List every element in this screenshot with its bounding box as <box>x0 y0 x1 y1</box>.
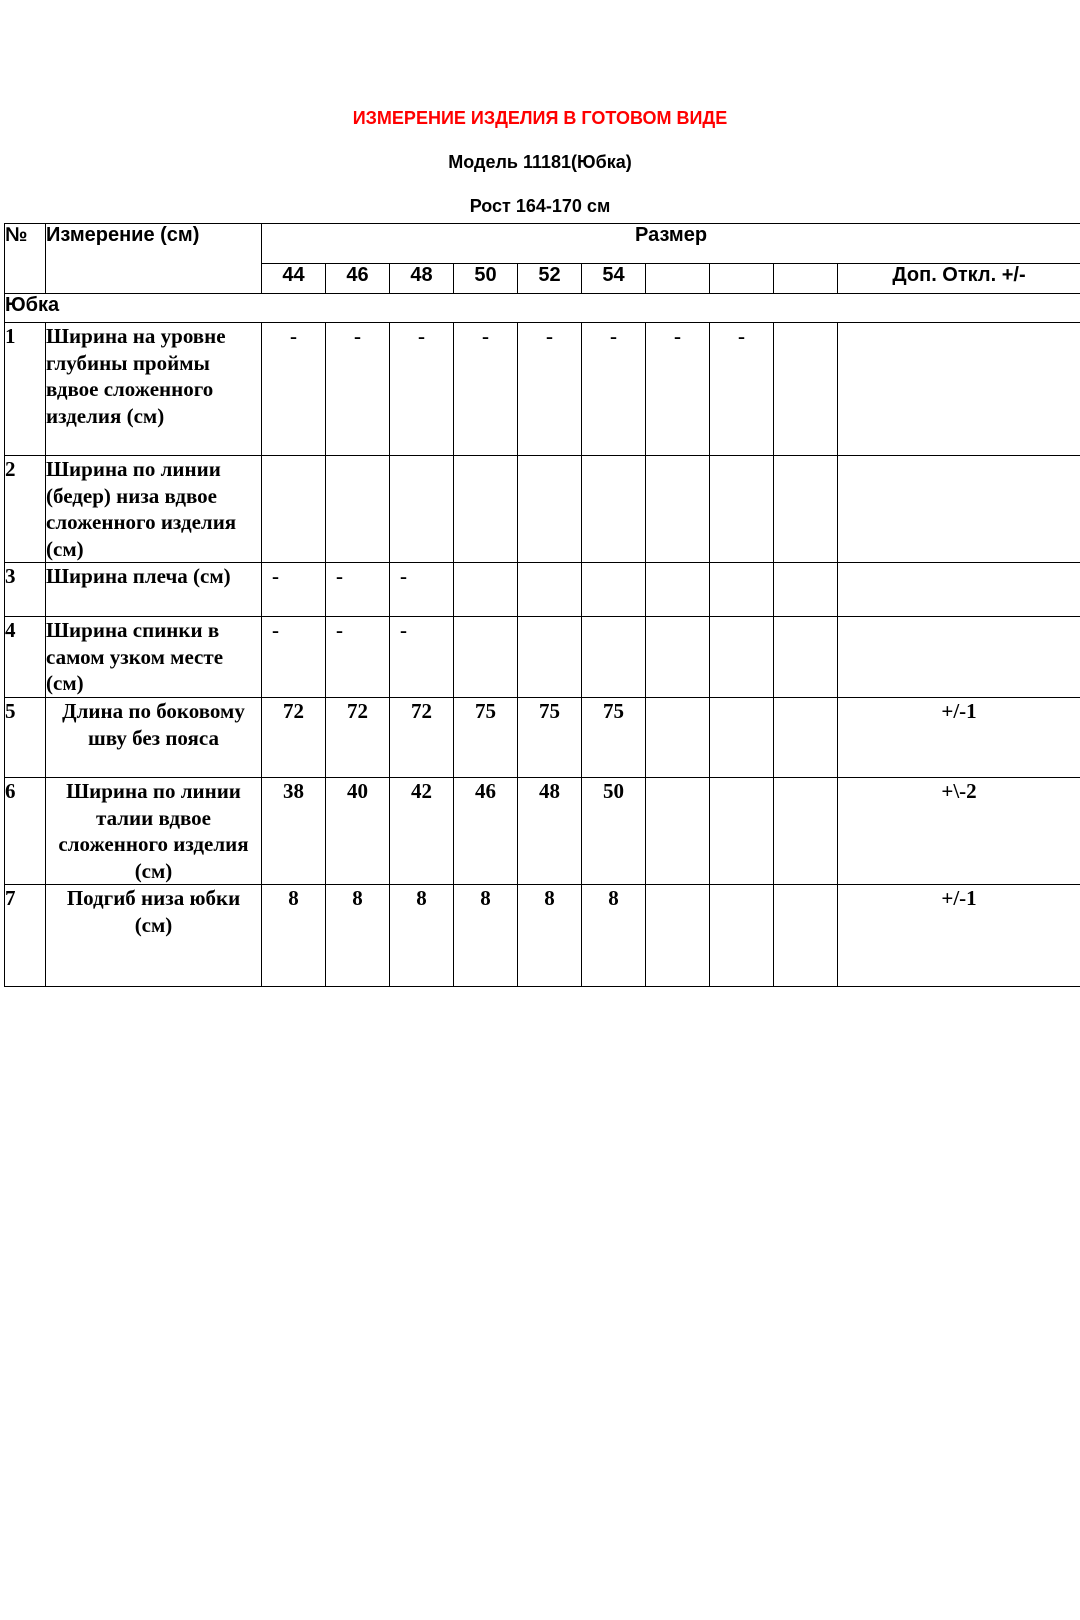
value-cell: - <box>454 323 518 456</box>
section-row <box>5 294 1080 323</box>
tolerance-cell <box>838 563 1080 617</box>
size-cell <box>774 264 838 294</box>
value-cell: 75 <box>454 698 518 778</box>
header-row <box>5 224 1080 264</box>
measure-name: Ширина плеча (см) <box>46 563 262 617</box>
tolerance-cell: +\-2 <box>838 778 1080 885</box>
measure-name: Длина по боковому шву без пояса <box>46 698 262 778</box>
header-number: № <box>5 224 46 294</box>
measure-name: Ширина по линии талии вдвое сложенного изделия (см) <box>46 778 262 885</box>
table-row <box>5 323 1080 456</box>
value-cell: 42 <box>390 778 454 885</box>
value-cell: - <box>390 323 454 456</box>
value-cell: - <box>582 323 646 456</box>
table-row <box>5 456 1080 563</box>
value-cell: 48 <box>518 778 582 885</box>
value-cell: 8 <box>262 885 326 987</box>
table-row <box>5 563 1080 617</box>
table-row <box>5 698 1080 778</box>
value-cell <box>774 617 838 698</box>
tolerance-cell: +/-1 <box>838 698 1080 778</box>
measure-name: Ширина на уровне глубины проймы вдвое сложенного изделия (см) <box>46 323 262 456</box>
value-cell <box>454 563 518 617</box>
document-title: ИЗМЕРЕНИЕ ИЗДЕЛИЯ В ГОТОВОМ ВИДЕ <box>352 108 728 128</box>
measure-name: Ширина спинки в самом узком месте (см) <box>46 617 262 698</box>
tolerance-cell <box>838 323 1080 456</box>
value-cell <box>646 617 710 698</box>
table-row <box>5 617 1080 698</box>
value-cell <box>710 617 774 698</box>
value-cell: 50 <box>582 778 646 885</box>
size-cell <box>710 264 774 294</box>
table-row <box>5 778 1080 885</box>
value-cell <box>774 778 838 885</box>
tolerance-cell <box>838 456 1080 563</box>
value-cell <box>262 456 326 563</box>
size-cell: 48 <box>390 264 454 294</box>
size-cell: 44 <box>262 264 326 294</box>
section-label: Юбка <box>5 294 1080 323</box>
table-row <box>5 885 1080 987</box>
value-cell <box>582 456 646 563</box>
value-cell: 72 <box>262 698 326 778</box>
value-cell <box>646 885 710 987</box>
row-number: 4 <box>5 617 46 698</box>
value-cell: 8 <box>582 885 646 987</box>
value-cell: 46 <box>454 778 518 885</box>
size-cell: 52 <box>518 264 582 294</box>
value-cell: - <box>390 617 454 698</box>
height-label: Рост 164-170 см <box>469 196 611 216</box>
value-cell: 8 <box>326 885 390 987</box>
value-cell: 40 <box>326 778 390 885</box>
value-cell: - <box>326 563 390 617</box>
value-cell: - <box>710 323 774 456</box>
value-cell: - <box>326 617 390 698</box>
value-cell: - <box>518 323 582 456</box>
value-cell: 38 <box>262 778 326 885</box>
value-cell <box>390 456 454 563</box>
value-cell: 72 <box>326 698 390 778</box>
size-cell: 46 <box>326 264 390 294</box>
value-cell: 72 <box>390 698 454 778</box>
model-label: Модель 11181(Юбка) <box>448 152 632 172</box>
header-measure: Измерение (см) <box>46 224 262 294</box>
value-cell <box>582 563 646 617</box>
value-cell <box>646 698 710 778</box>
measure-name: Ширина по линии (бедер) низа вдвое сложенного изделия (см) <box>46 456 262 563</box>
tolerance-cell: +/-1 <box>838 885 1080 987</box>
value-cell: 8 <box>454 885 518 987</box>
header-tolerance: Доп. Откл. +/- <box>838 264 1080 294</box>
row-number: 1 <box>5 323 46 456</box>
value-cell <box>710 698 774 778</box>
value-cell <box>518 617 582 698</box>
value-cell: - <box>390 563 454 617</box>
value-cell <box>454 456 518 563</box>
row-number: 2 <box>5 456 46 563</box>
value-cell: - <box>262 617 326 698</box>
value-cell <box>326 456 390 563</box>
value-cell: 75 <box>518 698 582 778</box>
size-cell: 54 <box>582 264 646 294</box>
value-cell <box>710 778 774 885</box>
row-number: 3 <box>5 563 46 617</box>
row-number: 5 <box>5 698 46 778</box>
tolerance-cell <box>838 617 1080 698</box>
value-cell <box>646 456 710 563</box>
value-cell <box>646 778 710 885</box>
value-cell <box>774 563 838 617</box>
row-number: 7 <box>5 885 46 987</box>
value-cell <box>774 885 838 987</box>
value-cell: - <box>326 323 390 456</box>
value-cell <box>518 563 582 617</box>
size-cell: 50 <box>454 264 518 294</box>
value-cell <box>710 456 774 563</box>
value-cell: - <box>646 323 710 456</box>
value-cell <box>774 698 838 778</box>
value-cell: 75 <box>582 698 646 778</box>
value-cell: 8 <box>390 885 454 987</box>
value-cell <box>774 456 838 563</box>
value-cell <box>518 456 582 563</box>
header-size: Размер <box>262 224 1080 264</box>
value-cell <box>710 563 774 617</box>
value-cell: - <box>262 323 326 456</box>
measurement-table <box>4 223 1080 987</box>
size-cell <box>646 264 710 294</box>
value-cell <box>454 617 518 698</box>
measure-name: Подгиб низа юбки (см) <box>46 885 262 987</box>
value-cell <box>774 323 838 456</box>
value-cell: 8 <box>518 885 582 987</box>
value-cell <box>582 617 646 698</box>
value-cell <box>646 563 710 617</box>
row-number: 6 <box>5 778 46 885</box>
value-cell: - <box>262 563 326 617</box>
value-cell <box>710 885 774 987</box>
